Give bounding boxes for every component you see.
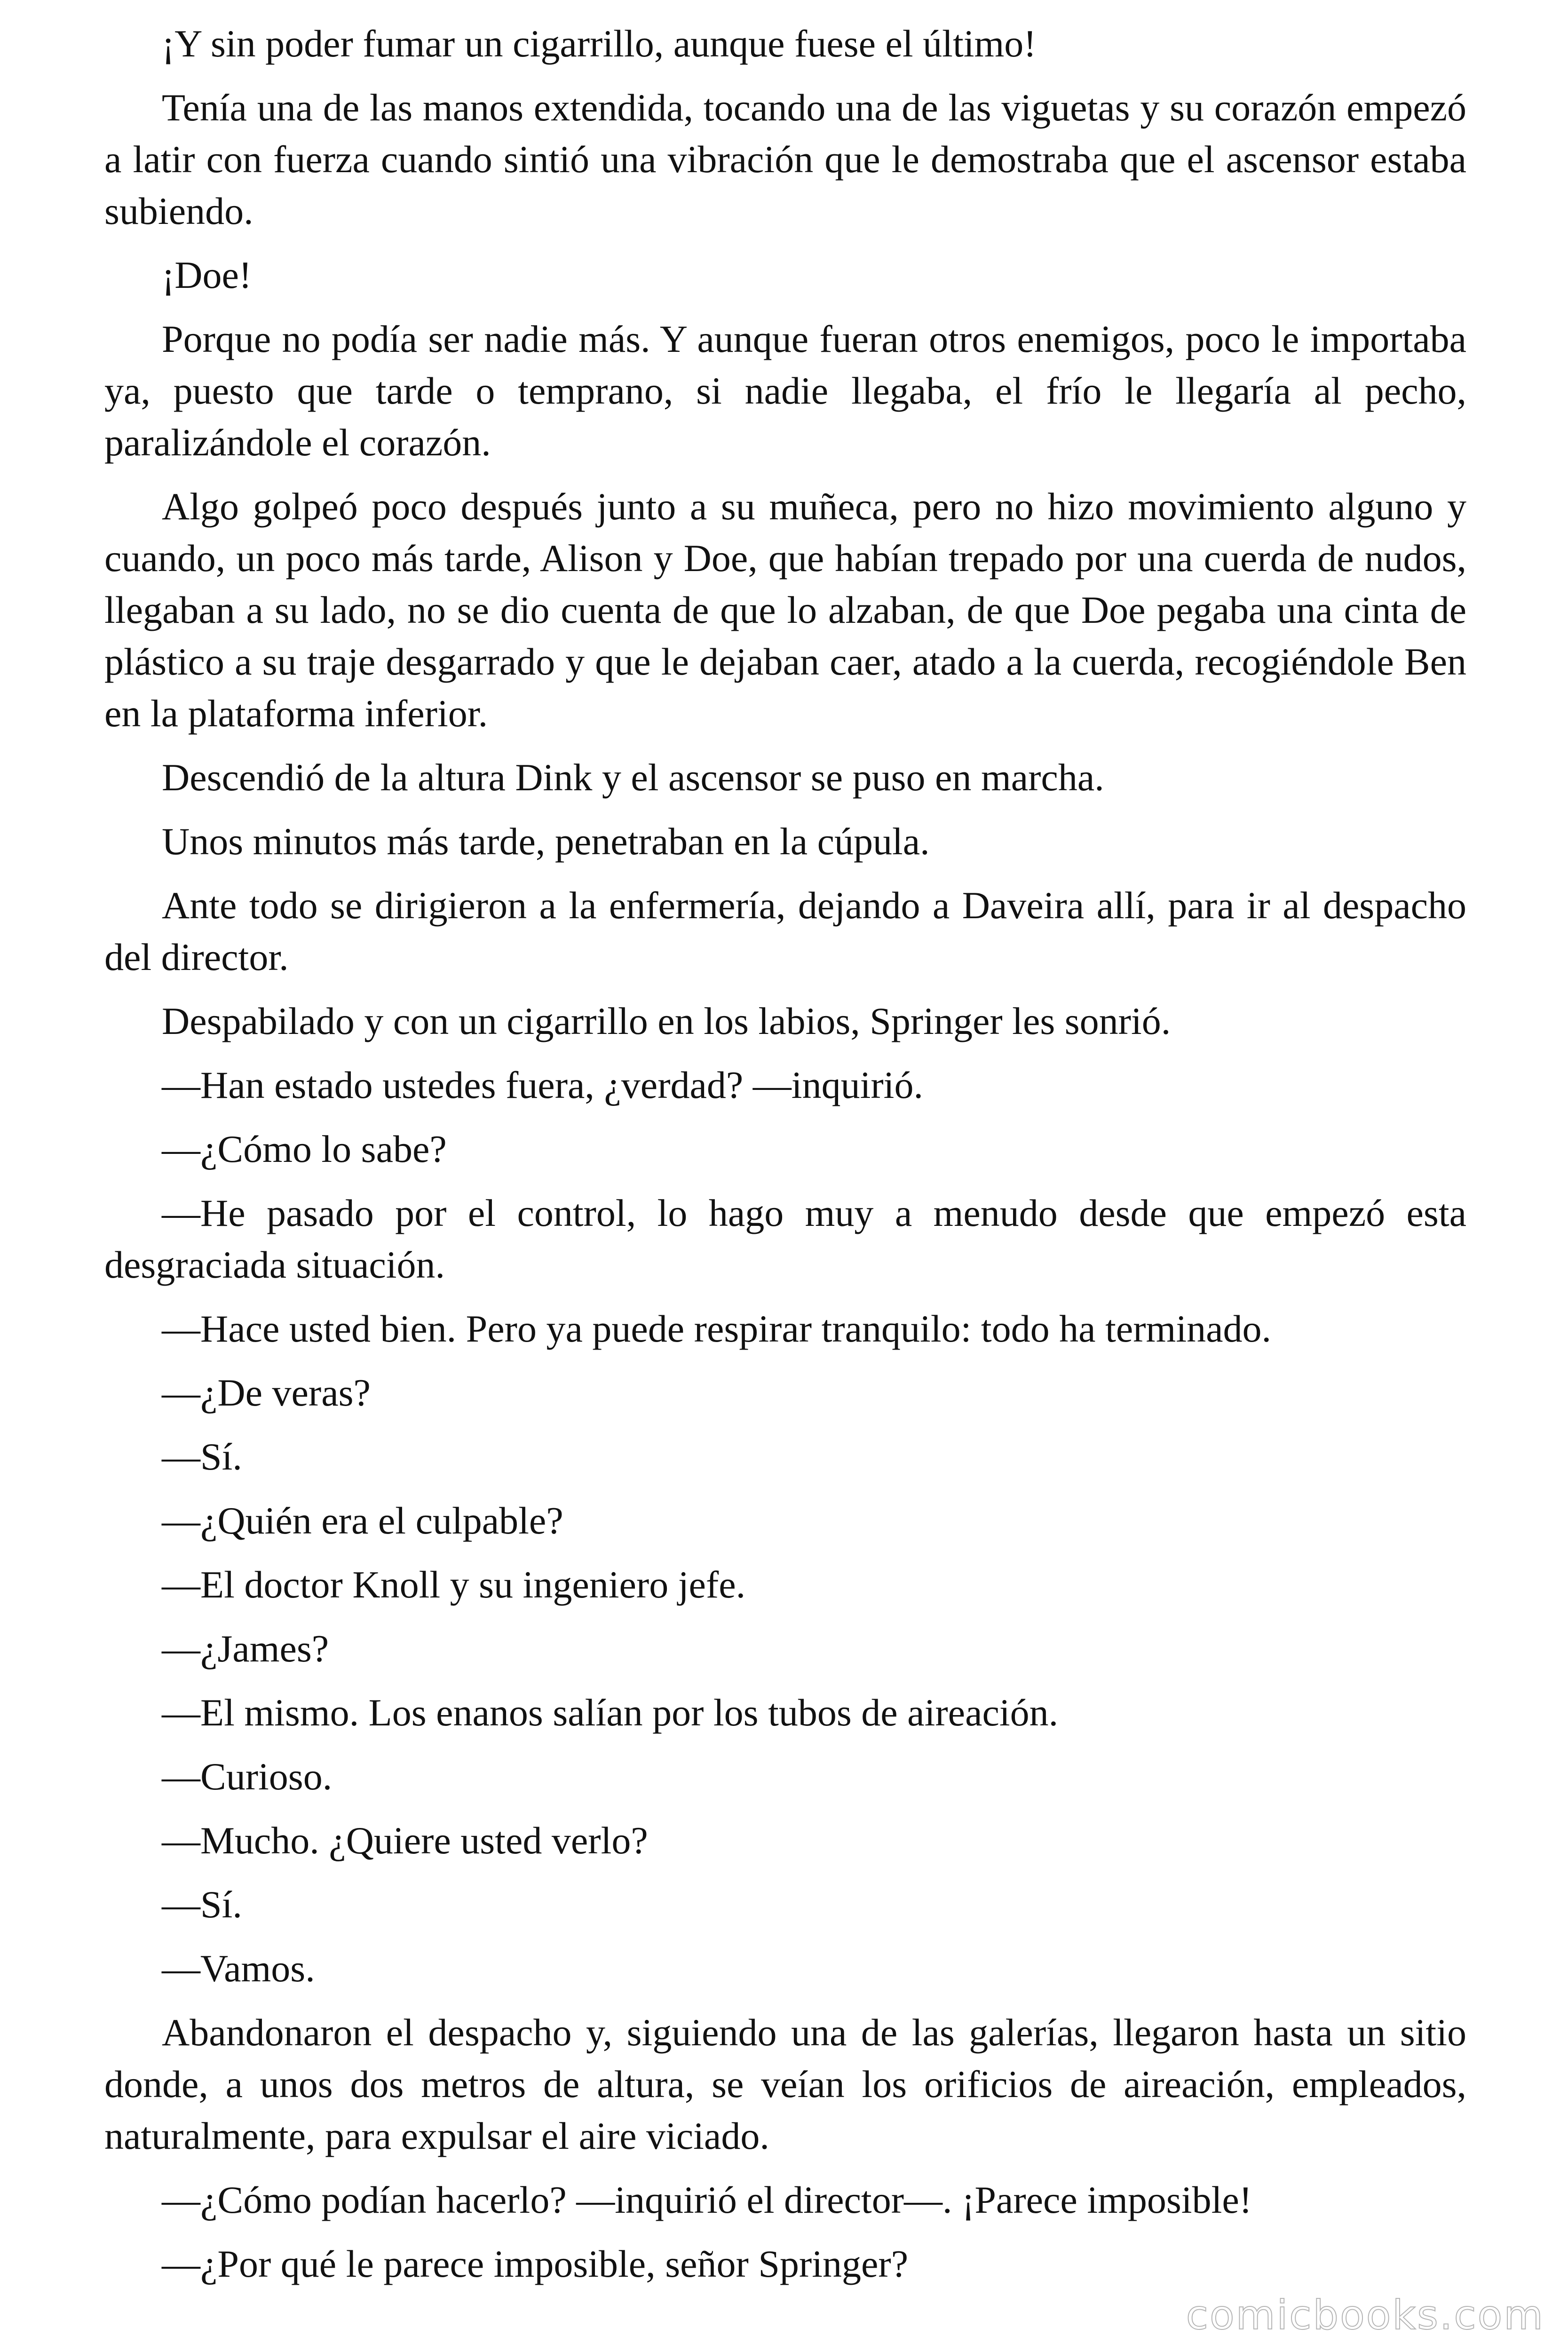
dialogue-line: —El mismo. Los enanos salían por los tubos de aireación. [162,1691,1059,1734]
dialogue-line: —Sí. [162,1435,242,1478]
dialogue-line: —¿Quién era el culpable? [162,1499,563,1542]
dialogue-line: —El doctor Knoll y su ingeniero jefe. [162,1563,746,1606]
paragraph: Despabilado y con un cigarrillo en los labios, Springer les sonrió. [162,1000,1171,1042]
paragraph: Porque no podía ser nadie más. Y aunque fueran otros enemigos, poco le importaba ya, puesto que tarde o temprano, si nadie llegaba, el frío le llegaría al pecho, paralizándole el corazón. [104,318,1466,464]
dialogue-line: —¿Cómo podían hacerlo? —inquirió el director—. ¡Parece imposible! [162,2178,1252,2221]
dialogue-line: —Vamos. [162,1947,315,1990]
paragraph: Abandonaron el despacho y, siguiendo una de las galerías, llegaron hasta un sitio donde, a unos dos metros de altura, se veían los orificios de aireación, empleados, naturalmente, para expulsar el aire viciado. [104,2011,1466,2157]
dialogue-line: —Curioso. [162,1755,333,1798]
paragraph: ¡Y sin poder fumar un cigarrillo, aunque fuese el último! [162,22,1037,65]
paragraph: Tenía una de las manos extendida, tocando una de las viguetas y su corazón empezó a latir con fuerza cuando sintió una vibración que le demostraba que el ascensor estaba subiendo. [104,86,1466,232]
paragraph: ¡Doe! [162,254,252,296]
dialogue-line: —Han estado ustedes fuera, ¿verdad? —inquirió. [162,1064,923,1106]
dialogue-line: —¿Cómo lo sabe? [162,1128,447,1170]
dialogue-line: —He pasado por el control, lo hago muy a menudo desde que empezó esta desgraciada situación. [104,1192,1466,1286]
dialogue-line: —Mucho. ¿Quiere usted verlo? [162,1819,648,1862]
dialogue-line: —¿De veras? [162,1371,371,1414]
body-text [104,18,1466,2302]
paragraph: Algo golpeó poco después junto a su muñeca, pero no hizo movimiento alguno y cuando, un poco más tarde, Alison y Doe, que habían trepado por una cuerda de nudos, llegaban a su lado, no se dio cuenta de que lo alzaban, de que Doe pegaba una cinta de plástico a su traje desgarrado y que le dejaban caer, atado a la cuerda, recogiéndole Ben en la plataforma inferior. [104,485,1466,735]
dialogue-line: —¿Por qué le parece imposible, señor Springer? [162,2242,909,2285]
paragraph: Unos minutos más tarde, penetraban en la cúpula. [162,820,930,863]
dialogue-line: —¿James? [162,1627,329,1670]
paragraph: Descendió de la altura Dink y el ascensor se puso en marcha. [162,756,1104,799]
watermark: comicbooks.com [1186,2292,1544,2339]
dialogue-line: —Sí. [162,1883,242,1926]
paragraph: Ante todo se dirigieron a la enfermería, dejando a Daveira allí, para ir al despacho del director. [104,884,1466,978]
dialogue-line: —Hace usted bien. Pero ya puede respirar tranquilo: todo ha terminado. [162,1307,1272,1350]
